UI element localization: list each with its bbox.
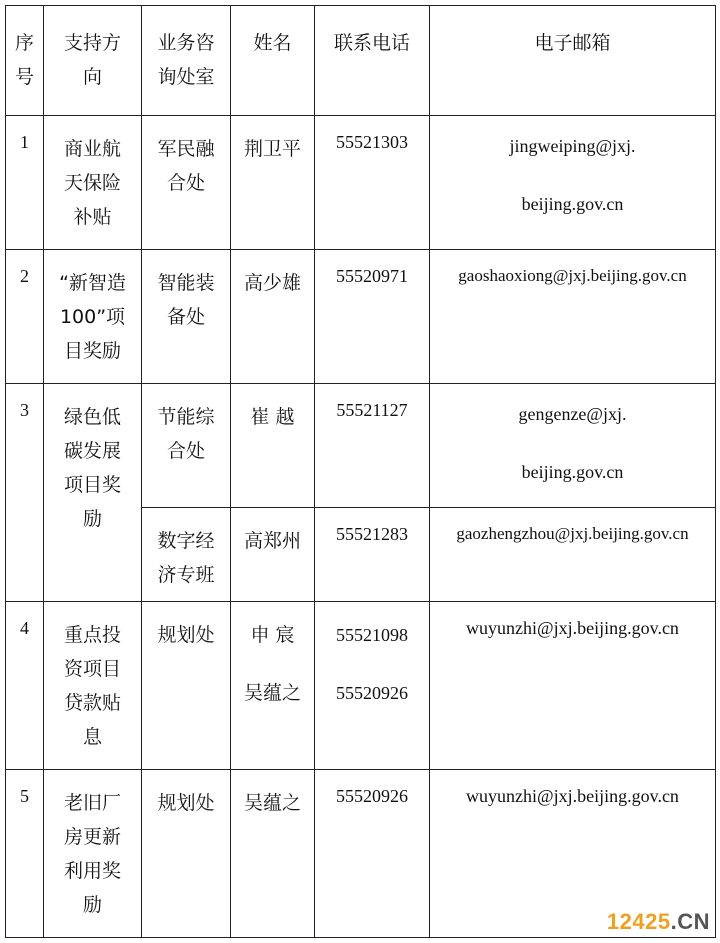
header-row bbox=[6, 6, 716, 116]
header-seq: 序号 bbox=[6, 6, 44, 116]
cell-direction: “新智造100”项目奖励 bbox=[44, 250, 142, 384]
cell-email: wuyunzhi@jxj.beijing.gov.cn bbox=[430, 602, 716, 770]
email-line-2: beijing.gov.cn bbox=[521, 462, 624, 482]
cell-name: 荆卫平 bbox=[231, 116, 315, 250]
cell-email bbox=[430, 384, 716, 508]
watermark-digits: 12425 bbox=[606, 909, 671, 934]
cell-office: 数字经济专班 bbox=[142, 508, 231, 602]
table-row bbox=[6, 250, 716, 384]
cell-email bbox=[430, 116, 716, 250]
header-phone: 联系电话 bbox=[315, 6, 430, 116]
cell-seq: 4 bbox=[6, 602, 44, 770]
email-line-1: jingweiping@jxj. bbox=[509, 136, 636, 156]
cell-direction: 老旧厂房更新利用奖励 bbox=[44, 770, 142, 938]
cell-seq: 5 bbox=[6, 770, 44, 938]
table-row bbox=[6, 384, 716, 508]
phone-line-2: 55520926 bbox=[336, 683, 408, 703]
table-row bbox=[6, 116, 716, 250]
name-line-1: 申 宸 bbox=[250, 624, 295, 646]
cell-office: 节能综合处 bbox=[142, 384, 231, 508]
cell-phone: 55521127 bbox=[315, 384, 430, 508]
cell-office: 规划处 bbox=[142, 770, 231, 938]
cell-seq: 2 bbox=[6, 250, 44, 384]
cell-name: 吴蕴之 bbox=[231, 770, 315, 938]
cell-direction: 重点投资项目贷款贴息 bbox=[44, 602, 142, 770]
cell-name: 高郑州 bbox=[231, 508, 315, 602]
cell-name: 崔 越 bbox=[231, 384, 315, 508]
site-watermark-logo bbox=[607, 909, 710, 935]
cell-name: 高少雄 bbox=[231, 250, 315, 384]
cell-email: gaozhengzhou@jxj.beijing.gov.cn bbox=[430, 508, 716, 602]
cell-direction: 绿色低碳发展项目奖励 bbox=[44, 384, 142, 602]
contacts-table bbox=[5, 5, 716, 938]
cell-phone bbox=[315, 602, 430, 770]
cell-email: wuyunzhi@jxj.beijing.gov.cn bbox=[430, 770, 716, 938]
cell-phone: 55521303 bbox=[315, 116, 430, 250]
cell-name bbox=[231, 602, 315, 770]
cell-email: gaoshaoxiong@jxj.beijing.gov.cn bbox=[430, 250, 716, 384]
cell-seq: 3 bbox=[6, 384, 44, 602]
cell-direction: 商业航天保险补贴 bbox=[44, 116, 142, 250]
cell-phone: 55520971 bbox=[315, 250, 430, 384]
cell-office: 智能装备处 bbox=[142, 250, 231, 384]
email-line-1: gengenze@jxj. bbox=[518, 404, 627, 424]
watermark-suffix: .CN bbox=[670, 909, 710, 934]
header-name: 姓名 bbox=[231, 6, 315, 116]
name-line-2: 吴蕴之 bbox=[243, 682, 301, 704]
email-line-2: beijing.gov.cn bbox=[521, 194, 624, 214]
cell-phone: 55520926 bbox=[315, 770, 430, 938]
cell-office: 军民融合处 bbox=[142, 116, 231, 250]
phone-line-1: 55521098 bbox=[336, 625, 408, 645]
cell-phone: 55521283 bbox=[315, 508, 430, 602]
cell-seq: 1 bbox=[6, 116, 44, 250]
header-direction: 支持方向 bbox=[44, 6, 142, 116]
header-office: 业务咨询处室 bbox=[142, 6, 231, 116]
cell-office: 规划处 bbox=[142, 602, 231, 770]
table-row bbox=[6, 602, 716, 770]
header-email: 电子邮箱 bbox=[430, 6, 716, 116]
